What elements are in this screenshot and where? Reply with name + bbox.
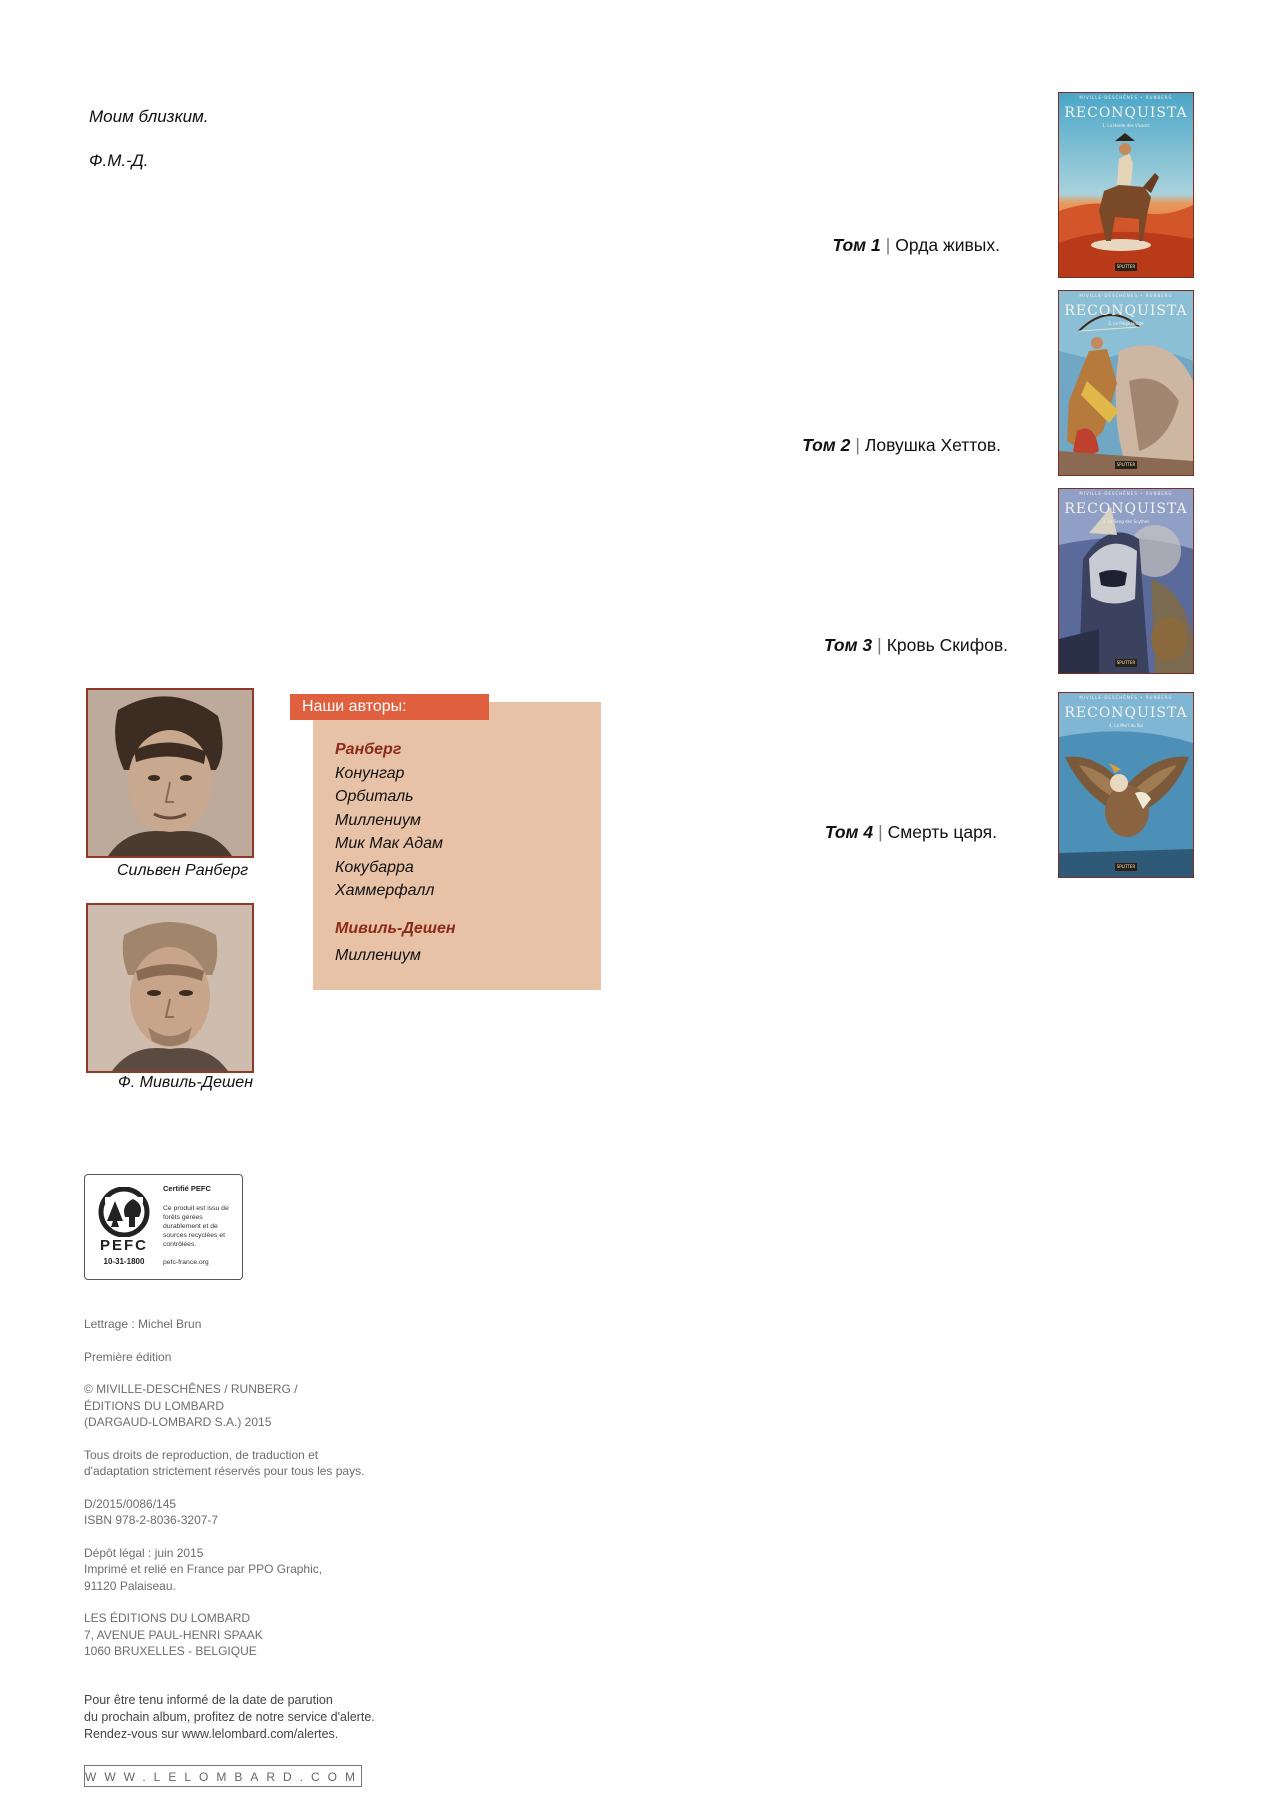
imprint-copyright-line: ÉDITIONS DU LOMBARD (84, 1398, 225, 1413)
imprint-legal-line: 91120 Palaiseau. (84, 1578, 176, 1593)
cover-3-publisher: SPLITTER (1116, 660, 1136, 665)
authors-box-content (335, 738, 595, 968)
cover-2-subtitle: 2. Le Piège Hittite (1108, 321, 1144, 326)
imprint-rights-line: d'adaptation strictement réservés pour tous les pays. (84, 1464, 365, 1478)
volume-2-number: Том 2 (802, 435, 851, 455)
imprint-address-line: 7, AVENUE PAUL-HENRI SPAAK (84, 1627, 263, 1642)
cover-2-title: RECONQUISTA (1064, 303, 1188, 319)
imprint-legal (84, 1545, 414, 1595)
imprint-copyright (84, 1381, 414, 1431)
volume-3-cover (1058, 488, 1194, 674)
author-1-work: Миллениум (335, 811, 421, 829)
cover-1-publisher: SPLITTER (1116, 264, 1136, 269)
imprint-legal-line: Imprimé et relié en France par PPO Graphic, (84, 1562, 323, 1576)
cover-4-publisher: SPLITTER (1116, 864, 1136, 869)
volume-1-cover (1058, 92, 1194, 278)
imprint-legal-line: Dépôt légal : juin 2015 (84, 1545, 204, 1560)
volume-4-separator: | (878, 822, 883, 842)
author-2-works (335, 944, 595, 968)
author-2-name: Мивиль-Дешен (335, 919, 456, 937)
author-1-name: Ранберг (335, 741, 402, 758)
pefc-site: pefc-france.org (163, 1259, 209, 1266)
imprint-isbn-line: ISBN 978-2-8036-3207-7 (84, 1513, 219, 1527)
volume-2-label (802, 435, 1001, 456)
pefc-code: 10-31-1800 (103, 1257, 145, 1266)
volume-2-title: Ловушка Хеттов. (864, 435, 1001, 455)
cover-1-title: RECONQUISTA (1064, 105, 1188, 121)
pefc-body: Ce produit est issu de forêts gérées durablement et de sources recyclées et contrôlées. (163, 1205, 229, 1248)
pefc-logo-text: PEFC (99, 1237, 148, 1254)
volume-2-cover (1058, 290, 1194, 476)
imprint-alert (84, 1692, 424, 1743)
cover-4-authors: MIVILLE-DESCHÊNES • RUNBERG (1079, 695, 1173, 700)
cover-3-subtitle: 3. Le Sang des Scythes (1102, 519, 1150, 524)
volume-3-separator: | (877, 635, 882, 655)
imprint-alert-line: du prochain album, profitez de notre service d'alerte. (84, 1710, 375, 1724)
author-1-work: Конунгар (335, 764, 405, 782)
cover-3-title: RECONQUISTA (1064, 501, 1188, 517)
imprint-edition: Première édition (84, 1349, 172, 1364)
dedication-signature: Ф.М.-Д. (89, 151, 149, 170)
volume-2-separator: | (855, 435, 860, 455)
volume-3-title: Кровь Скифов. (886, 635, 1008, 655)
authors-box-header: Наши авторы: (290, 694, 489, 720)
pefc-title: Certifié PEFC (163, 1184, 211, 1193)
volume-3-label (824, 635, 1008, 656)
volume-1-label (832, 235, 1000, 256)
volume-4-label (825, 822, 997, 843)
cover-1-subtitle: 1. La Horde des Vivants (1102, 123, 1150, 128)
author-photo-miville-deschenes (86, 903, 254, 1073)
publisher-website[interactable]: WWW.LELOMBARD.COM (84, 1765, 362, 1787)
cover-4-title: RECONQUISTA (1064, 705, 1188, 721)
volume-4-number: Том 4 (824, 822, 874, 842)
author-1-work: Кокубарра (335, 858, 414, 876)
volume-3-number: Том 3 (823, 635, 873, 655)
imprint-copyright-line: (DARGAUD-LOMBARD S.A.) 2015 (84, 1415, 272, 1429)
pefc-trees-icon (97, 1187, 151, 1237)
author-photo-runberg (86, 688, 254, 858)
volume-1-title: Орда живых. (895, 235, 1000, 255)
imprint-isbn-line: D/2015/0086/145 (84, 1496, 177, 1511)
cover-4-subtitle: 4. La Mort du Roi (1109, 723, 1143, 728)
imprint-address (84, 1610, 414, 1660)
imprint-isbn (84, 1496, 414, 1529)
cover-1-authors: MIVILLE-DESCHÊNES • RUNBERG (1079, 95, 1173, 100)
imprint-address-line: 1060 BRUXELLES - BELGIQUE (84, 1644, 257, 1658)
imprint (84, 1316, 414, 1660)
volume-4-title: Смерть царя. (887, 822, 997, 842)
miville-deschenes-portrait (88, 905, 252, 1071)
imprint-copyright-line: © MIVILLE-DESCHÊNES / RUNBERG / (84, 1382, 298, 1396)
imprint-alert-line: Pour être tenu informé de la date de parution (84, 1693, 333, 1707)
cover-3-authors: MIVILLE-DESCHÊNES • RUNBERG (1079, 491, 1173, 496)
runberg-caption: Сильвен Ранберг (117, 862, 249, 879)
volume-1-separator: | (885, 235, 891, 255)
imprint-rights-line: Tous droits de reproduction, de traduction et (84, 1447, 319, 1462)
cover-2-publisher: SPLITTER (1116, 462, 1136, 467)
author-1-works (335, 762, 595, 903)
author-1-work: Хаммерфалл (335, 882, 435, 899)
volume-4-cover (1058, 692, 1194, 878)
author-1-work: Мик Мак Адам (335, 835, 444, 852)
runberg-portrait (88, 690, 252, 856)
volume-1-number: Том 1 (832, 235, 881, 255)
cover-2-authors: MIVILLE-DESCHÊNES • RUNBERG (1079, 293, 1173, 298)
imprint-alert-line: Rendez-vous sur www.lelombard.com/alertes. (84, 1727, 339, 1741)
author-1-work: Орбиталь (335, 788, 414, 805)
imprint-lettering: Lettrage : Michel Brun (84, 1317, 202, 1331)
miville-deschenes-caption: Ф. Мивиль-Дешен (118, 1074, 253, 1091)
author-2-work: Миллениум (335, 947, 421, 964)
imprint-rights (84, 1447, 414, 1480)
dedication-text: Моим близким. (89, 107, 209, 126)
pefc-certification (84, 1174, 243, 1280)
imprint-address-line: LES ÉDITIONS DU LOMBARD (84, 1611, 251, 1625)
